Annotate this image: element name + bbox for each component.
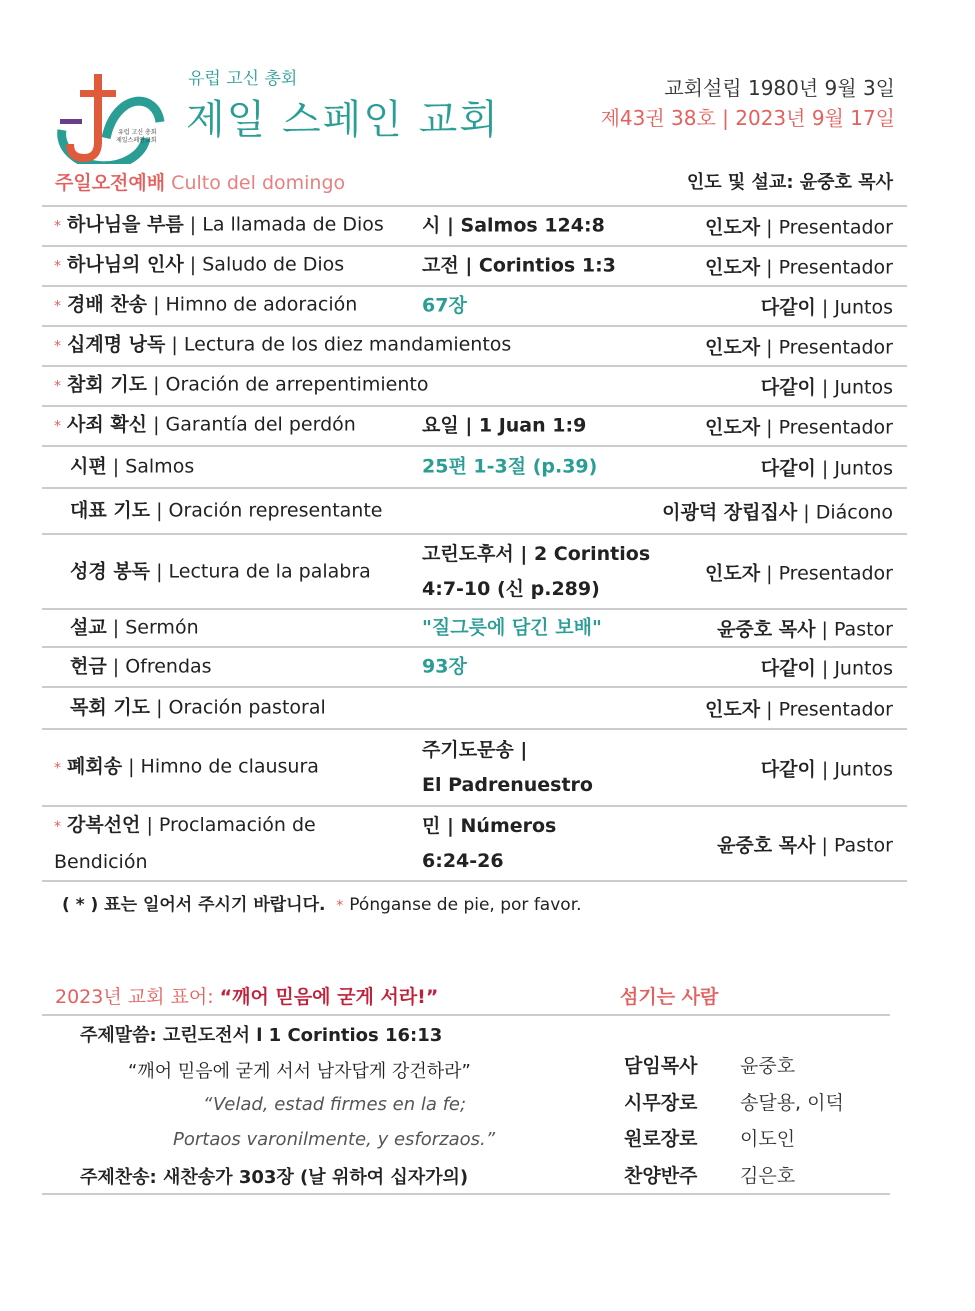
- star-icon: *: [54, 218, 61, 235]
- presenter-ko: 다같이: [760, 376, 816, 399]
- svg-text:유럽 고신 총회: 유럽 고신 총회: [118, 129, 157, 136]
- item-es-cont: Bendición: [54, 850, 148, 873]
- order-item: * 강복선언 | Proclamación de Bendición: [54, 813, 316, 873]
- order-item: 설교 | Sermón: [70, 616, 199, 639]
- scripture-or-hymn: [422, 733, 593, 803]
- item-es: Lectura de los diez mandamientos: [183, 333, 512, 356]
- order-item: * 하나님의 인사 | Saludo de Dios: [54, 253, 345, 276]
- presenter-es: Juntos: [834, 296, 893, 319]
- presenter-ko: 인도자: [705, 562, 761, 584]
- founding-date: 교회설립 1980년 9월 3일: [664, 76, 895, 100]
- star-icon: *: [54, 418, 61, 435]
- item-ko: 성경 봉독: [70, 560, 151, 582]
- scripture-or-hymn: [422, 249, 616, 284]
- scripture-or-hymn: [422, 611, 602, 646]
- reference-line: 시 | Salmos 124:8: [422, 214, 605, 237]
- divider: [42, 1014, 890, 1016]
- star-icon: *: [54, 818, 61, 835]
- item-ko: 참회 기도: [67, 373, 148, 396]
- reference-line: 6:24-26: [422, 849, 504, 872]
- item-es: La llamada de Dios: [202, 213, 384, 236]
- item-es: Sermón: [125, 616, 199, 639]
- reference-line: 민 | Números: [422, 814, 557, 837]
- order-row: [42, 247, 907, 287]
- order-presenter: 다같이 | Juntos: [760, 376, 893, 399]
- presenter-es: Diácono: [815, 501, 893, 524]
- reference-line: El Padrenuestro: [422, 773, 593, 796]
- server-role: 원로장로: [624, 1128, 698, 1150]
- star-icon: *: [54, 760, 61, 776]
- service-title-es: Culto del domingo: [171, 172, 346, 194]
- order-item: 시편 | Salmos: [70, 455, 195, 478]
- order-presenter: 인도자 | Presentador: [705, 336, 893, 359]
- item-ko: 하나님의 인사: [67, 253, 184, 276]
- theme-verse-es-1: “Velad, estad firmes en la fe;: [203, 1094, 467, 1115]
- item-es: Oración de arrepentimiento: [165, 373, 429, 396]
- presenter-es: Juntos: [834, 376, 893, 399]
- star-icon: *: [54, 258, 61, 275]
- order-presenter: 다같이 | Juntos: [760, 457, 893, 480]
- order-item: * 참회 기도 | Oración de arrepentimiento: [54, 373, 429, 396]
- order-row: [42, 489, 907, 535]
- presenter-ko: 인도자: [705, 336, 761, 359]
- presenter-es: Presentador: [778, 336, 893, 359]
- presenter-es: Juntos: [834, 657, 893, 680]
- server-name: 김은호: [740, 1164, 796, 1187]
- item-es: Garantía del perdón: [165, 413, 356, 436]
- order-item: 목회 기도 | Oración pastoral: [70, 696, 326, 719]
- reference-line: 고린도후서 | 2 Corintios: [422, 542, 651, 565]
- issue-date: 제43권 38호 | 2023년 9월 17일: [600, 106, 895, 130]
- order-item: * 폐회송 | Himno de clausura: [54, 755, 319, 777]
- item-ko: 십계명 낭독: [67, 333, 166, 356]
- server-name: 이도인: [740, 1128, 796, 1150]
- presenter-ko: 인도자: [705, 416, 761, 439]
- presenter-es: Pastor: [833, 834, 893, 856]
- order-presenter: 인도자 | Presentador: [705, 698, 893, 721]
- presenter-es: Presentador: [778, 416, 893, 439]
- item-ko: 헌금: [70, 655, 107, 678]
- presenter-ko: 다같이: [760, 457, 816, 480]
- order-item: * 경배 찬송 | Himno de adoración: [54, 293, 358, 316]
- servers-title: 섬기는 사람: [620, 986, 719, 1008]
- presenter-es: Juntos: [834, 457, 893, 480]
- order-row: [42, 807, 907, 882]
- presenter-es: Pastor: [833, 618, 893, 641]
- presenter-ko: 다같이: [760, 657, 816, 680]
- order-presenter: 다같이 | Juntos: [760, 296, 893, 319]
- scripture-or-hymn: [422, 289, 467, 324]
- order-row: [42, 535, 907, 610]
- server-role: 찬양반주: [624, 1164, 698, 1187]
- item-es: Ofrendas: [125, 655, 212, 678]
- reference-line: 고전 | Corintios 1:3: [422, 254, 616, 277]
- order-row: [42, 207, 907, 247]
- service-title: [55, 168, 345, 195]
- item-ko: 경배 찬송: [67, 293, 148, 316]
- reference-line: "질그릇에 담긴 보배": [422, 616, 602, 639]
- scripture-or-hymn: [422, 809, 556, 879]
- order-presenter: 인도자 | Presentador: [705, 216, 893, 239]
- presenter-es: Presentador: [778, 256, 893, 279]
- order-row: [42, 610, 907, 648]
- motto-text: “깨어 믿음에 굳게 서라!”: [219, 986, 439, 1008]
- star-icon: *: [336, 898, 344, 914]
- order-presenter: 인도자 | Presentador: [705, 416, 893, 439]
- item-ko: 시편: [70, 455, 107, 478]
- item-ko: 폐회송: [67, 755, 123, 777]
- server-role: 시무장로: [624, 1091, 698, 1114]
- order-item: * 사죄 확신 | Garantía del perdón: [54, 413, 356, 436]
- order-row: [42, 367, 907, 407]
- reference-line: 요일 | 1 Juan 1:9: [422, 414, 587, 437]
- order-row: [42, 287, 907, 327]
- scripture-or-hymn: [422, 650, 467, 685]
- order-presenter: 이광덕 장립집사 | Diácono: [662, 501, 893, 524]
- church-name: 제일 스페인 교회: [186, 97, 500, 143]
- theme-hymn: 주제찬송: 새찬송가 303장 (날 위하여 십자가의): [80, 1167, 469, 1188]
- reference-line: 67장: [422, 294, 467, 317]
- item-ko: 설교: [70, 616, 107, 639]
- order-item: * 하나님을 부름 | La llamada de Dios: [54, 213, 384, 236]
- presenter-ko: 인도자: [705, 256, 761, 279]
- presenter-ko: 인도자: [705, 698, 761, 721]
- server-name: 송달용, 이덕: [740, 1091, 844, 1114]
- item-es: Lectura de la palabra: [168, 560, 371, 582]
- presenter-ko: 윤중호 목사: [717, 834, 816, 856]
- scripture-or-hymn: [422, 409, 586, 444]
- order-row: [42, 327, 907, 367]
- scripture-or-hymn: [422, 209, 605, 244]
- note-ko: ( * ) 표는 일어서 주시기 바랍니다.: [62, 895, 326, 915]
- presenter-es: Presentador: [778, 216, 893, 239]
- service-leader: 인도 및 설교: 윤중호 목사: [686, 172, 893, 193]
- server-name: 윤중호: [740, 1055, 796, 1077]
- item-es: Oración pastoral: [168, 696, 326, 719]
- item-es: Proclamación de: [158, 813, 316, 836]
- presenter-es: Juntos: [834, 758, 893, 780]
- item-ko: 강복선언: [67, 813, 141, 836]
- order-presenter: 인도자 | Presentador: [705, 562, 893, 584]
- order-row: [42, 447, 907, 489]
- church-logo: [56, 72, 166, 164]
- presenter-ko: 다같이: [760, 758, 816, 780]
- presenter-ko: 인도자: [705, 216, 761, 239]
- reference-line: 4:7-10 (신 p.289): [422, 577, 600, 600]
- item-es: Saludo de Dios: [202, 253, 345, 276]
- star-icon: *: [54, 298, 61, 315]
- item-ko: 대표 기도: [70, 499, 151, 522]
- item-es: Himno de clausura: [140, 755, 319, 777]
- star-icon: *: [54, 378, 61, 395]
- service-title-ko: 주일오전예배: [55, 172, 166, 194]
- svg-text:제일스페인교회: 제일스페인교회: [116, 137, 157, 144]
- order-presenter: 다같이 | Juntos: [760, 657, 893, 680]
- item-ko: 사죄 확신: [67, 413, 148, 436]
- standing-note: [62, 890, 582, 915]
- presenter-es: Presentador: [778, 562, 893, 584]
- order-item: 헌금 | Ofrendas: [70, 655, 212, 678]
- theme-verse-ref: 주제말씀: 고린도전서 l 1 Corintios 16:13: [80, 1025, 443, 1046]
- order-item: 성경 봉독 | Lectura de la palabra: [70, 560, 371, 582]
- reference-line: 25편 1-3절 (p.39): [422, 455, 598, 478]
- presenter-es: Presentador: [778, 698, 893, 721]
- item-es: Oración representante: [168, 499, 383, 522]
- item-ko: 목회 기도: [70, 696, 151, 719]
- reference-line: 93장: [422, 655, 467, 678]
- divider: [42, 1193, 890, 1195]
- theme-verse-es-2: Portaos varonilmente, y esforzaos.”: [173, 1129, 496, 1150]
- order-presenter: 다같이 | Juntos: [760, 758, 893, 780]
- server-role: 담임목사: [624, 1055, 698, 1077]
- presenter-ko: 이광덕 장립집사: [662, 501, 798, 524]
- motto-label: 2023년 교회 표어:: [55, 986, 220, 1008]
- order-row: [42, 688, 907, 730]
- church-motto: [55, 982, 438, 1009]
- presenter-ko: 다같이: [760, 296, 816, 319]
- reference-line: 주기도문송 |: [422, 738, 528, 761]
- order-item: * 십계명 낭독 | Lectura de los diez mandamientos: [54, 333, 512, 356]
- theme-verse-ko: “깨어 믿음에 굳게 서서 남자답게 강건하라”: [128, 1061, 471, 1082]
- order-row: [42, 648, 907, 688]
- item-es: Salmos: [125, 455, 195, 478]
- order-item: 대표 기도 | Oración representante: [70, 499, 383, 522]
- organization-name: 유럽 고신 총회: [188, 69, 298, 89]
- item-es: Himno de adoración: [165, 293, 358, 316]
- note-es: Pónganse de pie, por favor.: [349, 895, 582, 915]
- order-presenter: 인도자 | Presentador: [705, 256, 893, 279]
- order-presenter: 윤중호 목사 | Pastor: [717, 834, 893, 856]
- order-presenter: 윤중호 목사 | Pastor: [717, 618, 893, 641]
- item-ko: 하나님을 부름: [67, 213, 184, 236]
- scripture-or-hymn: [422, 450, 597, 485]
- order-row: [42, 730, 907, 807]
- scripture-or-hymn: [422, 537, 650, 607]
- star-icon: *: [54, 338, 61, 355]
- order-of-worship-table: [42, 205, 907, 882]
- presenter-ko: 윤중호 목사: [717, 618, 816, 641]
- order-row: [42, 407, 907, 447]
